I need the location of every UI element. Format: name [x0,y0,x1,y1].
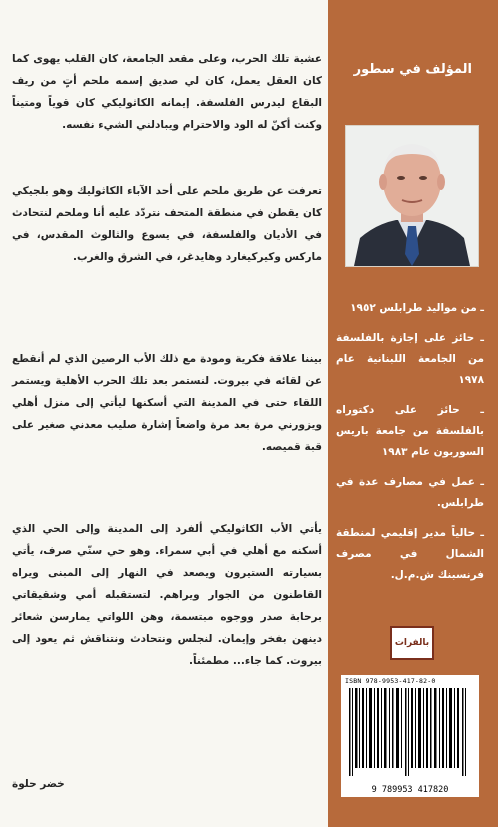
isbn-barcode [341,675,479,797]
author-photo [345,125,479,267]
bio-item-current-position: ـ حالياً مدير إقليمي لمنطقة الشمال في مصرف فرنسبنك ش.م.ل. [336,527,484,581]
bio-item-doctorate: ـ حائز على دكتوراه بالفلسفة من جامعة باريس السوربون عام ١٩٨٣ [336,404,484,458]
author-portrait-image [346,126,478,266]
bio-item-license: ـ حائز على إجازة بالفلسفة من الجامعة اللبنانية عام ١٩٧٨ [336,332,484,386]
author-bio-list [336,298,484,595]
isbn-label: ISBN 978-9953-417-82-0 [345,677,436,685]
author-panel-heading: المؤلف في سطور [353,62,472,77]
author-signature: خضر حلوة [12,778,65,790]
paragraph-1: عشية تلك الحرب، وعلى مقعد الجامعة، كان القلب يهوى كما كان العقل يعمل، كان لي صديق إسمه ملحم أتٍ من ريف البقاع ليدرس الفلسفة. إيمانه الكاثوليكي كان قوياً ومتيناً وكنت أكنّ له الود والاحترام ويبادلني الشيء نفسه. [12,53,322,131]
bio-item-banking: ـ عمل في مصارف عدة في طرابلس. [336,476,484,509]
bio-item-birth: ـ من مواليد طرابلس ١٩٥٢ [350,302,484,314]
paragraph-4: يأتي الأب الكاثوليكي ألفرد إلى المدينة وإلى الحي الذي أسكنه مع أهلي في أبي سمراء. وهو حي سنّي صرف، يأتي بسيارته الستيرون ويصعد في النهار إلى المبنى ويراه القاطنون من الجوار ويراهم. لتستقبله أمي وشقيقاتي برحابة صدر ووجوه مبتسمة، وهن اللواتي يمارسن شعائر دينهن بفخر وإيمان. لنجلس ونتحادث ونتناقش ثم يعود إلى بيروت. كما جاء... مطمئناً. [12,523,322,667]
paragraph-2: تعرفت عن طريق ملحم على أحد الآباء الكاثوليك وهو بلجيكي كان يقطن في منطقة المتحف نتردّد عليه أنا وملحم لنتحادث في الأديان والفلسفة، في يسوع والثالوث المقدس، في ماركس وكيركيغارد وهايدغر، في الشرق والغرب. [12,185,322,263]
publisher-logo: بالفرات [390,626,434,660]
barcode-digits: 9 789953 417820 [371,785,449,795]
barcode-bars [347,688,473,776]
paragraph-3: بيننا علاقة فكرية ومودة مع ذلك الأب الرصين الذي لم أنقطع عن لقائه في بيروت. لنستمر بعد تلك الحرب الأهلية ويستمر اللقاء حتى في المدينة التي أسكنها ليأتي إلى منزل أهلي ويزورني مرة بعد مرة واضعاً إشارة صليب معدني صغير على قبة قميصه. [12,353,322,453]
